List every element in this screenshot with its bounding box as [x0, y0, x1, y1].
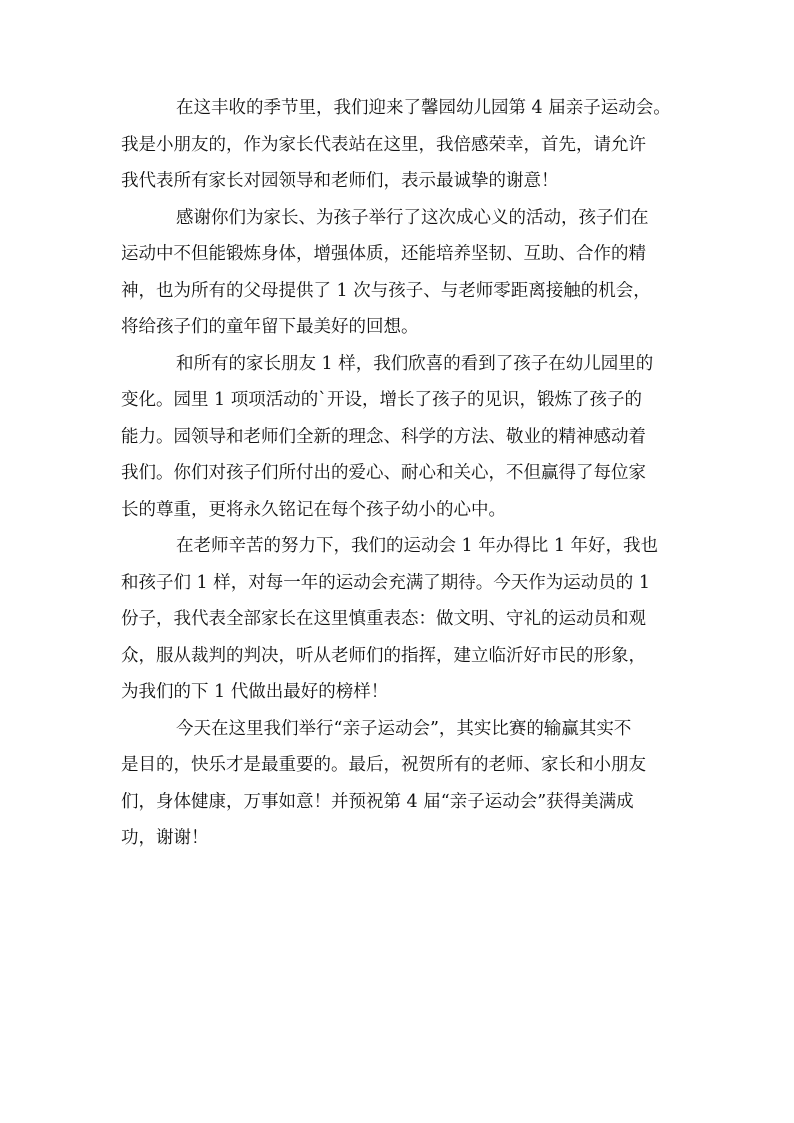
text-line: 为我们的下 1 代做出最好的榜样！ [121, 682, 389, 702]
paragraph-2 [121, 200, 677, 346]
text-line: 是目的，快乐才是最重要的。最后，祝贺所有的老师、家长和小朋友 [121, 755, 646, 775]
paragraph-1 [121, 90, 677, 200]
text-line: 变化。园里 1 项项活动的`开设，增长了孩子的见识，锻炼了孩子的 [121, 390, 643, 410]
text-line: 神，也为所有的父母提供了 1 次与孩子、与老师零距离接触的机会， [121, 280, 651, 301]
text-line: 感谢你们为家长、为孩子举行了这次成心义的活动，孩子们在 [176, 207, 649, 228]
text-line: 我是小朋友的，作为家长代表站在这里，我倍感荣幸，首先，请允许 [121, 134, 646, 155]
paragraph-3 [121, 346, 677, 529]
text-line: 将给孩子们的童年留下最美好的回想。 [121, 317, 419, 337]
paragraph-5 [121, 711, 677, 857]
text-line: 我代表所有家长对园领导和老师们，表示最诚挚的谢意！ [121, 171, 559, 191]
text-line: 们，身体健康，万事如意！并预祝第 4 届“亲子运动会”获得美满成 [121, 791, 634, 812]
text-line: 和孩子们 1 样，对每一年的运动会充满了期待。今天作为运动员的 1 [121, 572, 650, 593]
text-line: 众，服从裁判的判决，听从老师们的指挥，建立临沂好市民的形象， [121, 645, 646, 666]
text-line: 在这丰收的季节里，我们迎来了馨园幼儿园第 4 届亲子运动会。 [176, 98, 671, 118]
text-line: 今天在这里我们举行“亲子运动会”，其实比赛的输赢其实不 [176, 718, 632, 739]
text-line: 能力。园领导和老师们全新的理念、科学的方法、敬业的精神感动着 [121, 426, 646, 447]
paragraph-4 [121, 528, 677, 711]
document-body [121, 90, 677, 857]
text-line: 长的尊重，更将永久铭记在每个孩子幼小的心中。 [121, 499, 506, 520]
text-line: 在老师辛苦的努力下，我们的运动会 1 年办得比 1 年好，我也 [176, 536, 659, 556]
text-line: 功，谢谢！ [121, 828, 209, 848]
text-line: 我们。你们对孩子们所付出的爱心、耐心和关心，不但赢得了每位家 [121, 463, 646, 483]
text-line: 份子，我代表全部家长在这里慎重表态：做文明、守礼的运动员和观 [121, 609, 646, 629]
text-line: 运动中不但能锻炼身体，增强体质，还能培养坚韧、互助、合作的精 [121, 244, 646, 264]
text-line: 和所有的家长朋友 1 样，我们欣喜的看到了孩子在幼儿园里的 [176, 353, 654, 374]
